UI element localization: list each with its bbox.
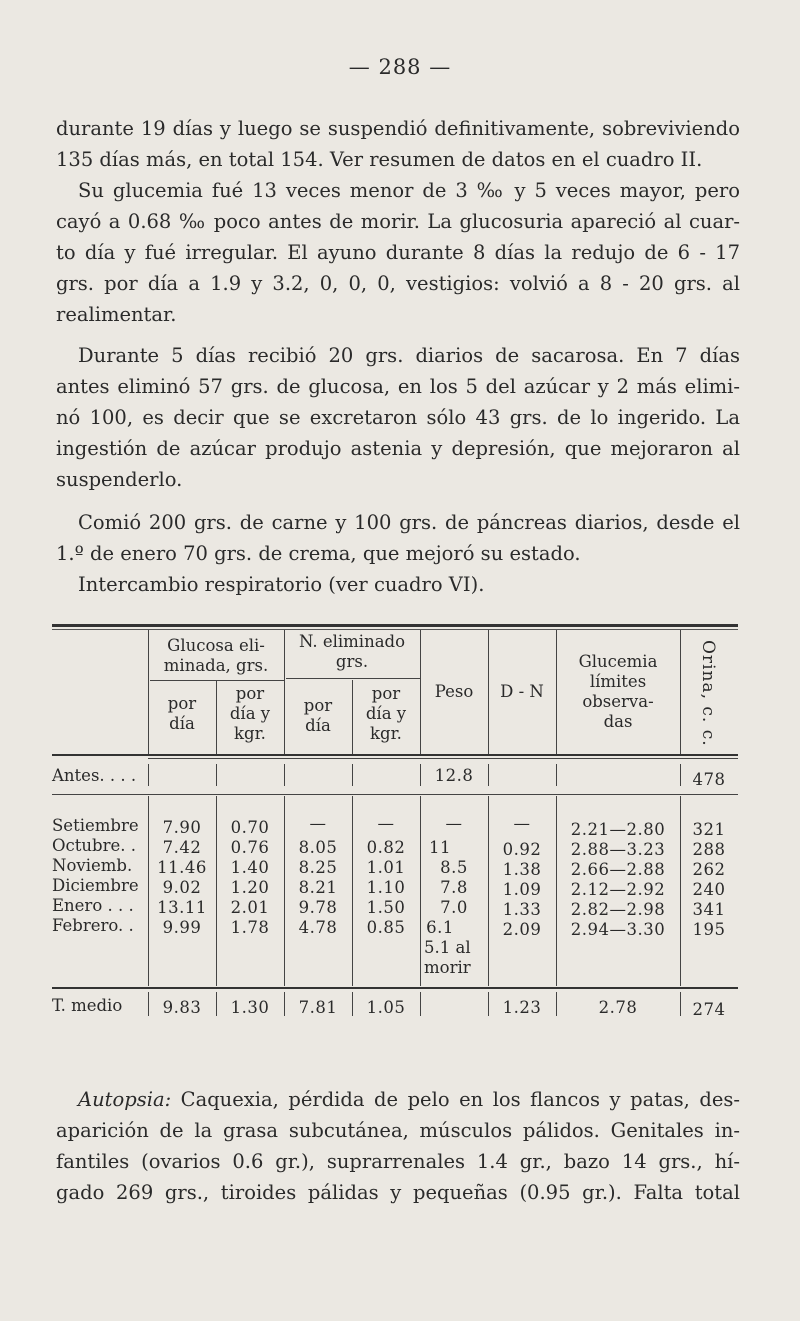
- text-line: ingestión de azúcar produjo astenia y depresión, que mejoraron al: [56, 437, 740, 460]
- text-line: Su glucemia fué 13 veces menor de 3 ‰ y 5 veces mayor, pero: [78, 179, 740, 202]
- text-line: fantiles (ovarios 0.6 gr.), suprarrenales 1.4 gr., bazo 14 grs., hí-: [56, 1150, 740, 1173]
- header-glucosa-por-dia: por día: [167, 694, 197, 733]
- text-line: 1.º de enero 70 grs. de crema, que mejoró su estado.: [56, 542, 581, 565]
- header-glucemia: Glucemia límites observa- das: [578, 652, 658, 731]
- table-top-rule-thin: [52, 629, 738, 630]
- text-line: Intercambio respiratorio (ver cuadro VI).: [78, 573, 485, 596]
- antes-orina: 478: [692, 770, 726, 789]
- text-line: Comió 200 grs. de carne y 100 grs. de páncreas diarios, desde el: [78, 511, 740, 534]
- header-orina: Orina, c. c.: [698, 640, 718, 747]
- text-line: aparición de la grasa subcutánea, músculos pálidos. Genitales in-: [56, 1119, 740, 1142]
- header-glucosa-por-kgr: por día y kgr.: [229, 684, 271, 743]
- header-peso: Peso: [434, 682, 474, 701]
- text-line: suspenderlo.: [56, 468, 183, 491]
- text-line: Autopsia: Caquexia, pérdida de pelo en los flancos y patas, des-: [78, 1088, 740, 1111]
- paragraph-autopsy: [56, 1084, 740, 1208]
- antes-peso: 12.8: [434, 766, 474, 785]
- table-top-rule: [52, 624, 738, 627]
- text-line: durante 19 días y luego se suspendió definitivamente, sobreviviendo: [56, 117, 740, 140]
- text-line: cayó a 0.68 ‰ poco antes de morir. La glucosuria apareció al cuar-: [56, 210, 740, 233]
- paragraph-case-summary: [56, 113, 740, 330]
- text-line: realimentar.: [56, 303, 177, 326]
- peso-at-death-note: 5.1 al morir: [424, 938, 471, 977]
- header-n-por-kgr: por día y kgr.: [365, 684, 407, 743]
- text-line: gado 269 grs., tiroides pálidas y pequeñas (0.95 gr.). Falta total: [56, 1181, 740, 1204]
- header-dn: D - N: [500, 682, 544, 701]
- autopsy-label: Autopsia:: [78, 1088, 172, 1111]
- text-line: to día y fué irregular. El ayuno durante 8 días la redujo de 6 - 17: [56, 241, 740, 264]
- page-number: — 288 —: [348, 55, 452, 79]
- header-glucosa: Glucosa eli- minada, grs.: [163, 636, 269, 675]
- text-line: grs. por día a 1.9 y 3.2, 0, 0, 0, vestigios: volvió a 8 - 20 grs. al: [56, 272, 740, 295]
- paragraph-diet: [56, 507, 740, 569]
- text-line: nó 100, es decir que se excretaron sólo 43 grs. de lo ingerido. La: [56, 406, 740, 429]
- paragraph-sucrose: [56, 340, 740, 495]
- header-nitrogen: N. eliminado grs.: [298, 632, 406, 671]
- text-line: Durante 5 días recibió 20 grs. diarios de sacarosa. En 7 días: [78, 344, 740, 367]
- paragraph-respiratory: [56, 569, 740, 600]
- text-line: 135 días más, en total 154. Ver resumen de datos en el cuadro II.: [56, 148, 703, 171]
- text-line: antes eliminó 57 grs. de glucosa, en los 5 del azúcar y 2 más elimi-: [56, 375, 740, 398]
- row-label-antes: Antes. . . .: [52, 766, 137, 785]
- header-n-por-dia: por día: [303, 696, 333, 735]
- data-table: Glucosa eli- minada, grs. N. eliminado grs. por día por día y kgr. por día por día y kgr. Peso D - N Glucemia límites observa- das Orina, c. c. Antes. . . . 12.8 478 Setiembre 7.90 0.70 — — — — 2.21—2.80 321 Octubre. . 7.42 0.76 8.05 0.82 11 0.92 2.88—3.23 288 Noviemb. 11.46 1.40 8.25 1.01 8.5 1.38 2.66—2.88 262 Diciembre 9.02 1.20 8.21 1.10 7.8 1.09 2.12—2.92 240 Enero . . . 13.11 2.01 9.78 1.50 7.0 1.33 2.82—2.98 341 Febrero. . 9.99 1.78 4.78 0.85 6.1 2.09 2.94—3.30 195 5.1 al morir T. medio 9.83 1.30 7.81 1.05 1.23 2.78 274: [52, 624, 738, 1024]
